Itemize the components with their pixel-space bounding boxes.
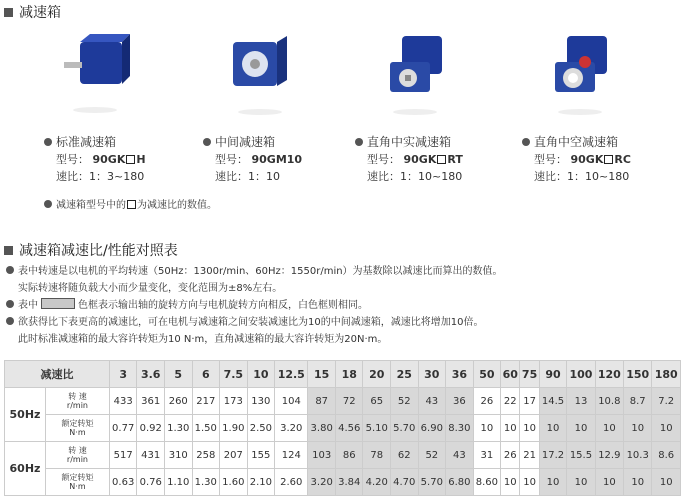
right-angle-solid-gearbox-image	[380, 32, 450, 120]
table-header-ratio: 100	[567, 361, 595, 388]
table-cell: 10	[595, 415, 623, 442]
bullet-icon	[44, 200, 52, 208]
table-header-ratio: 25	[391, 361, 419, 388]
table-cell: 10	[501, 469, 520, 496]
table-cell: 6.80	[446, 469, 474, 496]
table-cell: 260	[164, 388, 192, 415]
table-cell: 10	[595, 469, 623, 496]
table-cell: 310	[164, 442, 192, 469]
intermediate-gearbox-image	[225, 32, 295, 120]
table-cell: 43	[418, 388, 446, 415]
table-header-ratio: 15	[308, 361, 336, 388]
table-cell: 26	[473, 388, 501, 415]
square-bullet-icon	[4, 8, 13, 17]
table-cell: 21	[520, 442, 539, 469]
ratio-box-icon	[604, 155, 613, 164]
bullet-icon	[44, 138, 52, 146]
table-header-ratio: 150	[624, 361, 652, 388]
table-header-ratio: 120	[595, 361, 623, 388]
table-cell: 103	[308, 442, 336, 469]
ratio-box-icon	[126, 155, 135, 164]
table-cell: 72	[335, 388, 363, 415]
table-header-ratio: 36	[446, 361, 474, 388]
table-cell: 86	[335, 442, 363, 469]
table-cell: 22	[501, 388, 520, 415]
product-caption-1: 标准减速箱 型号： 90GK H 速比：1：3~180	[44, 134, 146, 185]
table-cell: 10	[520, 469, 539, 496]
table-cell: 10	[624, 415, 652, 442]
table-cell: 10	[539, 469, 567, 496]
note-speed: 表中转速是以电机的平均转速（50Hz：1300r/min、60Hz：1550r/min）为基数除以减速比而算出的数值。 实际转速将随负载大小而少量变化，变化范围为±8%左右。 表中 色框表示输出轴的旋转方向与电机旋转方向相反，白色框则相同。 欲获得比下表更高的减速比，可在电机与减速箱之间安装减速比为10的中间减速箱，减速比将增加10倍。 此时标准减速箱的最大容许转矩为10 N·m，直角减速箱的最大容许转矩为20N·m。	[6, 263, 503, 348]
table-hz-label: 60Hz	[5, 442, 46, 496]
table-row-label: 转 速 r/min	[46, 442, 110, 469]
table-cell: 26	[501, 442, 520, 469]
table-cell: 8.30	[446, 415, 474, 442]
table-cell: 8.6	[652, 442, 681, 469]
table-cell: 62	[391, 442, 419, 469]
ratio-box-icon	[437, 155, 446, 164]
table-header-ratio: 10	[247, 361, 275, 388]
table-cell: 0.77	[109, 415, 137, 442]
table-cell: 1.30	[164, 415, 192, 442]
table-row-label: 转 速 r/min	[46, 388, 110, 415]
table-cell: 1.90	[220, 415, 248, 442]
table-cell: 13	[567, 388, 595, 415]
table-cell: 207	[220, 442, 248, 469]
table-cell: 217	[192, 388, 220, 415]
table-cell: 3.80	[308, 415, 336, 442]
table-cell: 10	[652, 469, 681, 496]
table-cell: 10.8	[595, 388, 623, 415]
table-cell: 10	[473, 415, 501, 442]
table-cell: 43	[446, 442, 474, 469]
table-cell: 78	[363, 442, 391, 469]
table-cell: 17	[520, 388, 539, 415]
table-header-ratio: 18	[335, 361, 363, 388]
table-header-ratio: 50	[473, 361, 501, 388]
ratio-box-icon	[127, 200, 136, 209]
table-cell: 10	[539, 415, 567, 442]
table-cell: 433	[109, 388, 137, 415]
table-cell: 104	[275, 388, 308, 415]
bullet-icon	[6, 300, 14, 308]
section-title-ratio-table: 减速箱减速比/性能对照表	[4, 240, 178, 260]
table-header-ratio: 60	[501, 361, 520, 388]
product-caption-3: 直角中实减速箱 型号： 90GK RT 速比：1：10~180	[355, 134, 463, 185]
bullet-icon	[355, 138, 363, 146]
table-cell: 3.20	[308, 469, 336, 496]
table-cell: 361	[137, 388, 165, 415]
table-cell: 258	[192, 442, 220, 469]
ratio-performance-table	[4, 360, 681, 496]
table-row	[5, 388, 681, 415]
table-cell: 5.10	[363, 415, 391, 442]
table-header-ratio: 90	[539, 361, 567, 388]
table-header-ratio: 6	[192, 361, 220, 388]
table-cell: 15.5	[567, 442, 595, 469]
table-header-ratio: 3	[109, 361, 137, 388]
table-cell: 1.60	[220, 469, 248, 496]
table-cell: 87	[308, 388, 336, 415]
table-cell: 0.63	[109, 469, 137, 496]
product-caption-2: 中间减速箱 型号： 90GM10 速比：1：10	[203, 134, 302, 185]
table-cell: 3.20	[275, 415, 308, 442]
table-row-label: 额定转矩 N·m	[46, 415, 110, 442]
model-note: 减速箱型号中的 为减速比的数值。	[44, 196, 217, 211]
table-cell: 517	[109, 442, 137, 469]
bullet-icon	[6, 317, 14, 325]
table-cell: 10.3	[624, 442, 652, 469]
table-cell: 4.20	[363, 469, 391, 496]
table-cell: 7.2	[652, 388, 681, 415]
table-cell: 10	[624, 469, 652, 496]
table-cell: 10	[567, 469, 595, 496]
square-bullet-icon	[4, 246, 13, 255]
table-cell: 31	[473, 442, 501, 469]
table-cell: 10	[520, 415, 539, 442]
table-cell: 5.70	[391, 415, 419, 442]
table-cell: 124	[275, 442, 308, 469]
table-cell: 0.76	[137, 469, 165, 496]
table-cell: 12.9	[595, 442, 623, 469]
bullet-icon	[203, 138, 211, 146]
table-cell: 2.10	[247, 469, 275, 496]
table-header-ratio: 20	[363, 361, 391, 388]
table-cell: 2.60	[275, 469, 308, 496]
table-cell: 173	[220, 388, 248, 415]
table-header-ratio: 180	[652, 361, 681, 388]
table-header-label: 减速比	[5, 361, 110, 388]
table-cell: 65	[363, 388, 391, 415]
table-cell: 17.2	[539, 442, 567, 469]
table-cell: 4.70	[391, 469, 419, 496]
table-cell: 52	[418, 442, 446, 469]
table-cell: 4.56	[335, 415, 363, 442]
table-header-ratio: 12.5	[275, 361, 308, 388]
table-cell: 130	[247, 388, 275, 415]
table-header-ratio: 7.5	[220, 361, 248, 388]
table-row-label: 额定转矩 N·m	[46, 469, 110, 496]
table-cell: 3.84	[335, 469, 363, 496]
table-cell: 0.92	[137, 415, 165, 442]
table-cell: 2.50	[247, 415, 275, 442]
bullet-icon	[6, 266, 14, 274]
table-cell: 52	[391, 388, 419, 415]
table-cell: 8.60	[473, 469, 501, 496]
standard-gearbox-image	[60, 32, 130, 120]
table-hz-label: 50Hz	[5, 388, 46, 442]
table-cell: 14.5	[539, 388, 567, 415]
table-row	[5, 442, 681, 469]
table-header-ratio: 30	[418, 361, 446, 388]
table-cell: 10	[652, 415, 681, 442]
table-cell: 8.7	[624, 388, 652, 415]
section-title-gearbox: 减速箱	[4, 2, 61, 22]
table-cell: 431	[137, 442, 165, 469]
table-cell: 1.50	[192, 415, 220, 442]
product-caption-4: 直角中空减速箱 型号： 90GK RC 速比：1：10~180	[522, 134, 631, 185]
table-cell: 155	[247, 442, 275, 469]
table-cell: 10	[501, 415, 520, 442]
table-header-ratio: 5	[164, 361, 192, 388]
bullet-icon	[522, 138, 530, 146]
table-cell: 6.90	[418, 415, 446, 442]
table-header-ratio: 75	[520, 361, 539, 388]
table-cell: 1.10	[164, 469, 192, 496]
table-cell: 5.70	[418, 469, 446, 496]
right-angle-hollow-gearbox-image	[545, 32, 615, 120]
table-cell: 1.30	[192, 469, 220, 496]
gray-box-key	[41, 298, 75, 309]
table-row	[5, 469, 681, 496]
table-header-ratio: 3.6	[137, 361, 165, 388]
table-row	[5, 415, 681, 442]
table-cell: 36	[446, 388, 474, 415]
table-cell: 10	[567, 415, 595, 442]
